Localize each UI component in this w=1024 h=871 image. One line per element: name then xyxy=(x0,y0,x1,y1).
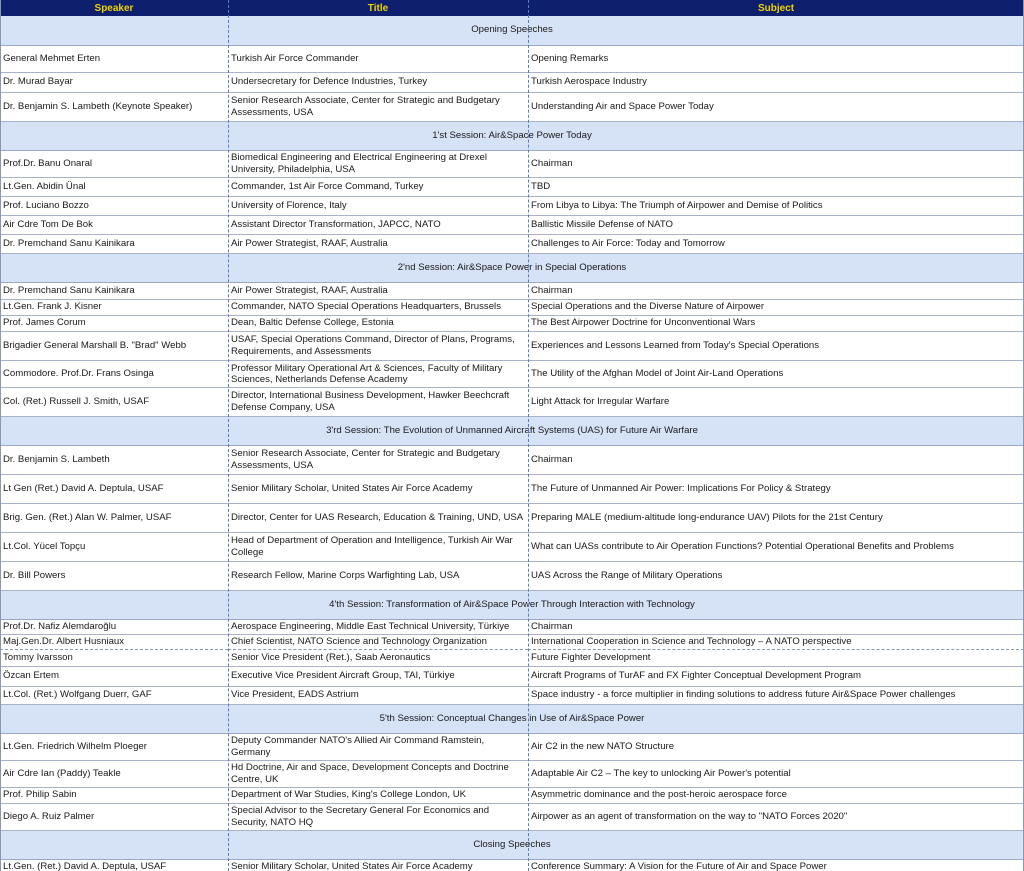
speaker-cell[interactable]: Commodore. Prof.Dr. Frans Osinga xyxy=(0,360,228,387)
table-row xyxy=(0,561,1024,590)
speaker-cell[interactable]: Prof.Dr. Banu Onaral xyxy=(0,150,228,177)
title-cell[interactable]: Aerospace Engineering, Middle East Technical University, Türkiye xyxy=(228,619,528,634)
subject-cell[interactable]: Chairman xyxy=(528,282,1024,299)
speaker-cell[interactable]: Prof.Dr. Nafiz Alemdaroğlu xyxy=(0,619,228,634)
title-cell[interactable]: Undersecretary for Defence Industries, Turkey xyxy=(228,72,528,92)
title-cell[interactable]: Senior Military Scholar, United States Air Force Academy xyxy=(228,859,528,871)
title-cell[interactable]: Vice President, EADS Astrium xyxy=(228,686,528,704)
table-row xyxy=(0,177,1024,196)
speaker-cell[interactable]: Lt.Gen. Abidin Ünal xyxy=(0,177,228,196)
speaker-cell[interactable]: Lt.Col. Yücel Topçu xyxy=(0,532,228,561)
column-header-title[interactable]: Title xyxy=(228,0,528,16)
table-row xyxy=(0,315,1024,331)
subject-cell[interactable]: Special Operations and the Diverse Nature of Airpower xyxy=(528,299,1024,315)
speaker-cell[interactable]: Dr. Premchand Sanu Kainikara xyxy=(0,282,228,299)
speaker-cell[interactable]: Lt.Gen. Friedrich Wilhelm Ploeger xyxy=(0,733,228,760)
title-cell[interactable]: Hd Doctrine, Air and Space, Development Concepts and Doctrine Centre, UK xyxy=(228,760,528,787)
table-row xyxy=(0,360,1024,387)
title-cell[interactable]: Special Advisor to the Secretary General For Economics and Security, NATO HQ xyxy=(228,803,528,830)
table-row xyxy=(0,666,1024,686)
title-cell[interactable]: Research Fellow, Marine Corps Warfighting Lab, USA xyxy=(228,561,528,590)
speaker-cell[interactable]: Lt.Gen. Frank J. Kisner xyxy=(0,299,228,315)
speaker-cell[interactable]: Tommy Ivarsson xyxy=(0,649,228,666)
title-cell[interactable]: USAF, Special Operations Command, Director of Plans, Programs, Requirements, and Assessments xyxy=(228,331,528,360)
subject-cell[interactable]: Chairman xyxy=(528,150,1024,177)
title-cell[interactable]: Department of War Studies, King's College London, UK xyxy=(228,787,528,803)
table-row xyxy=(0,619,1024,634)
section-header-row xyxy=(0,416,1024,445)
title-cell[interactable]: Assistant Director Transformation, JAPCC, NATO xyxy=(228,215,528,234)
table-row xyxy=(0,215,1024,234)
table-row xyxy=(0,787,1024,803)
speaker-cell[interactable]: Dr. Benjamin S. Lambeth xyxy=(0,445,228,474)
speaker-cell[interactable]: Dr. Bill Powers xyxy=(0,561,228,590)
speaker-cell[interactable]: Lt Gen (Ret.) David A. Deptula, USAF xyxy=(0,474,228,503)
title-cell[interactable]: Senior Research Associate, Center for Strategic and Budgetary Assessments, USA xyxy=(228,445,528,474)
subject-cell[interactable]: Light Attack for Irregular Warfare xyxy=(528,387,1024,416)
speaker-cell[interactable]: General Mehmet Erten xyxy=(0,45,228,72)
subject-cell[interactable]: The Best Airpower Doctrine for Unconventional Wars xyxy=(528,315,1024,331)
title-cell[interactable]: Dean, Baltic Defense College, Estonia xyxy=(228,315,528,331)
speaker-cell[interactable]: Dr. Benjamin S. Lambeth (Keynote Speaker) xyxy=(0,92,228,121)
section-header-row xyxy=(0,121,1024,150)
column-header-speaker[interactable]: Speaker xyxy=(0,0,228,16)
subject-cell[interactable]: Understanding Air and Space Power Today xyxy=(528,92,1024,121)
speaker-cell[interactable]: Lt.Col. (Ret.) Wolfgang Duerr, GAF xyxy=(0,686,228,704)
section-title[interactable]: 4'th Session: Transformation of Air&Space Power Through Interaction with Technology xyxy=(0,590,1024,619)
speaker-cell[interactable]: Brig. Gen. (Ret.) Alan W. Palmer, USAF xyxy=(0,503,228,532)
speaker-cell[interactable]: Prof. James Corum xyxy=(0,315,228,331)
title-cell[interactable]: Turkish Air Force Commander xyxy=(228,45,528,72)
table-row xyxy=(0,150,1024,177)
table-row xyxy=(0,331,1024,360)
speaker-cell[interactable]: Dr. Premchand Sanu Kainikara xyxy=(0,234,228,253)
table-row xyxy=(0,234,1024,253)
title-cell[interactable]: Director, Center for UAS Research, Education & Training, UND, USA xyxy=(228,503,528,532)
title-cell[interactable]: Air Power Strategist, RAAF, Australia xyxy=(228,234,528,253)
table-row xyxy=(0,649,1024,666)
table-row xyxy=(0,474,1024,503)
title-cell[interactable]: Commander, 1st Air Force Command, Turkey xyxy=(228,177,528,196)
subject-cell[interactable]: Air C2 in the new NATO Structure xyxy=(528,733,1024,760)
subject-cell[interactable]: Challenges to Air Force: Today and Tomorrow xyxy=(528,234,1024,253)
table-row xyxy=(0,196,1024,215)
speaker-cell[interactable]: Maj.Gen.Dr. Albert Husniaux xyxy=(0,634,228,649)
section-title[interactable]: 1'st Session: Air&Space Power Today xyxy=(0,121,1024,150)
section-header-row xyxy=(0,253,1024,282)
section-title[interactable]: 5'th Session: Conceptual Changes in Use of Air&Space Power xyxy=(0,704,1024,733)
title-cell[interactable]: Director, International Business Development, Hawker Beechcraft Defense Company, USA xyxy=(228,387,528,416)
table-row xyxy=(0,503,1024,532)
subject-cell[interactable]: TBD xyxy=(528,177,1024,196)
subject-cell[interactable]: Future Fighter Development xyxy=(528,649,1024,666)
speaker-cell[interactable]: Prof. Philip Sabin xyxy=(0,787,228,803)
title-cell[interactable]: University of Florence, Italy xyxy=(228,196,528,215)
title-cell[interactable]: Commander, NATO Special Operations Headquarters, Brussels xyxy=(228,299,528,315)
section-title[interactable]: Opening Speeches xyxy=(0,16,1024,45)
table-row xyxy=(0,445,1024,474)
table-row xyxy=(0,532,1024,561)
table-row xyxy=(0,760,1024,787)
table-row xyxy=(0,859,1024,871)
table-row xyxy=(0,92,1024,121)
subject-cell[interactable]: Chairman xyxy=(528,445,1024,474)
speaker-cell[interactable]: Özcan Ertem xyxy=(0,666,228,686)
speaker-cell[interactable]: Air Cdre Ian (Paddy) Teakle xyxy=(0,760,228,787)
speaker-cell[interactable]: Lt.Gen. (Ret.) David A. Deptula, USAF xyxy=(0,859,228,871)
title-cell[interactable]: Chief Scientist, NATO Science and Technology Organization xyxy=(228,634,528,649)
table-row xyxy=(0,282,1024,299)
table-row xyxy=(0,634,1024,649)
subject-cell[interactable]: Opening Remarks xyxy=(528,45,1024,72)
section-title[interactable]: Closing Speeches xyxy=(0,830,1024,859)
section-header-row xyxy=(0,590,1024,619)
speaker-cell[interactable]: Brigadier General Marshall B. "Brad" Webb xyxy=(0,331,228,360)
title-cell[interactable]: Senior Vice President (Ret.), Saab Aeronautics xyxy=(228,649,528,666)
table-row xyxy=(0,45,1024,72)
speaker-cell[interactable]: Prof. Luciano Bozzo xyxy=(0,196,228,215)
title-cell[interactable]: Executive Vice President Aircraft Group, TAI, Türkiye xyxy=(228,666,528,686)
table-row xyxy=(0,686,1024,704)
subject-cell[interactable]: UAS Across the Range of Military Operations xyxy=(528,561,1024,590)
table-row xyxy=(0,803,1024,830)
speaker-cell[interactable]: Dr. Murad Bayar xyxy=(0,72,228,92)
subject-cell[interactable]: The Future of Unmanned Air Power: Implications For Policy & Strategy xyxy=(528,474,1024,503)
speaker-cell[interactable]: Air Cdre Tom De Bok xyxy=(0,215,228,234)
section-header-row xyxy=(0,830,1024,859)
title-cell[interactable]: Senior Research Associate, Center for Strategic and Budgetary Assessments, USA xyxy=(228,92,528,121)
subject-cell[interactable]: From Libya to Libya: The Triumph of Airpower and Demise of Politics xyxy=(528,196,1024,215)
subject-cell[interactable]: What can UASs contribute to Air Operation Functions? Potential Operational Benefits and Problems xyxy=(528,532,1024,561)
table-row xyxy=(0,733,1024,760)
subject-cell[interactable]: Ballistic Missile Defense of NATO xyxy=(528,215,1024,234)
column-header-subject[interactable]: Subject xyxy=(528,0,1024,16)
subject-cell[interactable]: Experiences and Lessons Learned from Today's Special Operations xyxy=(528,331,1024,360)
section-title[interactable]: 2'nd Session: Air&Space Power in Special Operations xyxy=(0,253,1024,282)
subject-cell[interactable]: Asymmetric dominance and the post-heroic aerospace force xyxy=(528,787,1024,803)
section-title[interactable]: 3'rd Session: The Evolution of Unmanned Aircraft Systems (UAS) for Future Air Warfare xyxy=(0,416,1024,445)
table-row xyxy=(0,299,1024,315)
header-row xyxy=(0,0,1024,16)
subject-cell[interactable]: Adaptable Air C2 – The key to unlocking Air Power's potential xyxy=(528,760,1024,787)
subject-cell[interactable]: Conference Summary: A Vision for the Future of Air and Space Power xyxy=(528,859,1024,871)
subject-cell[interactable]: International Cooperation in Science and Technology – A NATO perspective xyxy=(528,634,1024,649)
subject-cell[interactable]: Aircraft Programs of TurAF and FX Fighter Conceptual Development Program xyxy=(528,666,1024,686)
subject-cell[interactable]: Space industry - a force multiplier in finding solutions to address future Air&Space Power challenges xyxy=(528,686,1024,704)
section-header-row xyxy=(0,704,1024,733)
subject-cell[interactable]: Airpower as an agent of transformation on the way to "NATO Forces 2020" xyxy=(528,803,1024,830)
title-cell[interactable]: Air Power Strategist, RAAF, Australia xyxy=(228,282,528,299)
subject-cell[interactable]: Turkish Aerospace Industry xyxy=(528,72,1024,92)
subject-cell[interactable]: The Utility of the Afghan Model of Joint Air-Land Operations xyxy=(528,360,1024,387)
title-cell[interactable]: Deputy Commander NATO's Allied Air Command Ramstein, Germany xyxy=(228,733,528,760)
speaker-cell[interactable]: Diego A. Ruiz Palmer xyxy=(0,803,228,830)
table-row xyxy=(0,72,1024,92)
speaker-cell[interactable]: Col. (Ret.) Russell J. Smith, USAF xyxy=(0,387,228,416)
subject-cell[interactable]: Chairman xyxy=(528,619,1024,634)
title-cell[interactable]: Biomedical Engineering and Electrical Engineering at Drexel University, Philadelphia, USA xyxy=(228,150,528,177)
table-row xyxy=(0,387,1024,416)
title-cell[interactable]: Senior Military Scholar, United States Air Force Academy xyxy=(228,474,528,503)
subject-cell[interactable]: Preparing MALE (medium-altitude long-endurance UAV) Pilots for the 21st Century xyxy=(528,503,1024,532)
title-cell[interactable]: Head of Department of Operation and Intelligence, Turkish Air War College xyxy=(228,532,528,561)
program-body xyxy=(0,16,1024,871)
section-header-row xyxy=(0,16,1024,45)
title-cell[interactable]: Professor Military Operational Art & Sciences, Faculty of Military Sciences, Netherlands Defense Academy xyxy=(228,360,528,387)
